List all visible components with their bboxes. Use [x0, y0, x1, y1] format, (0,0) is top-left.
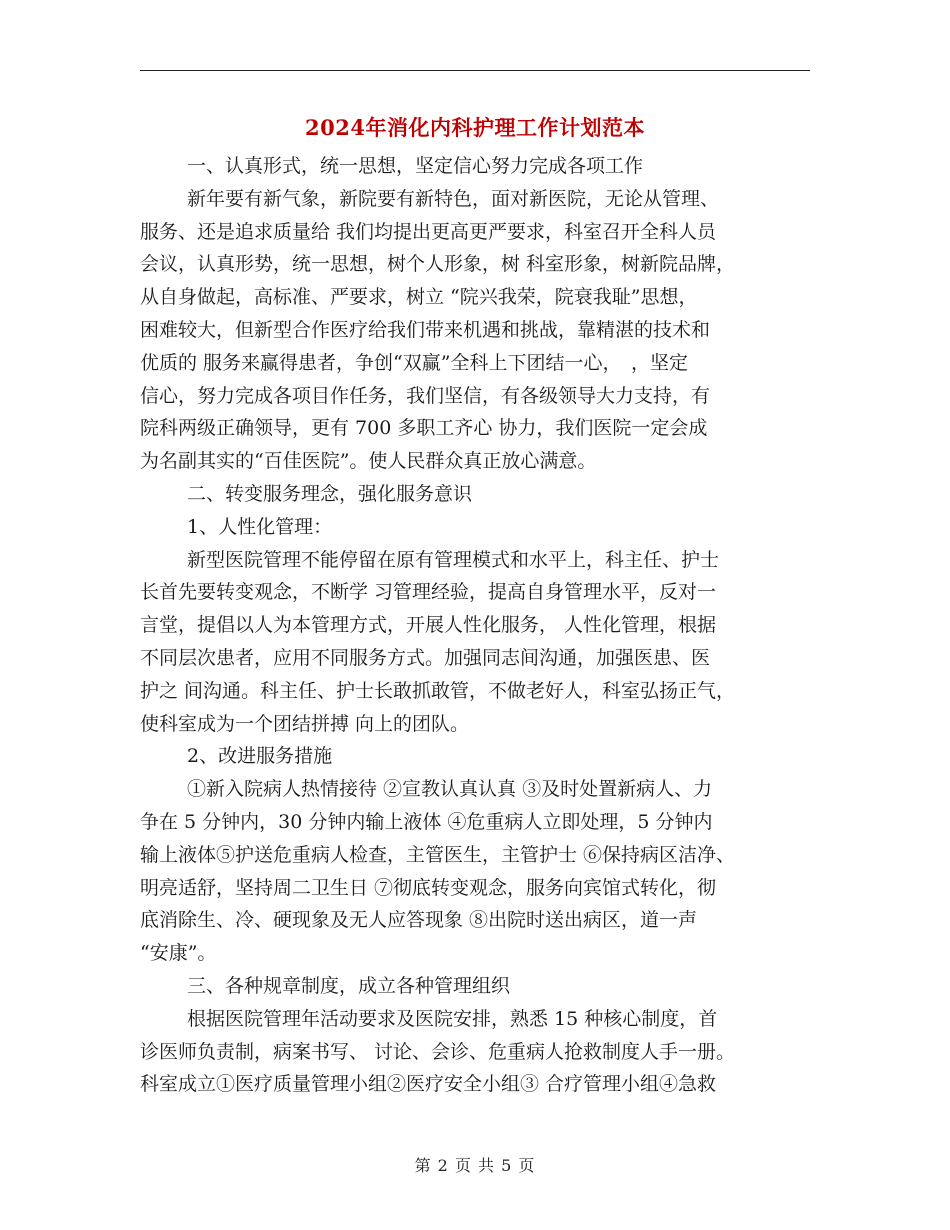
document-body — [140, 150, 820, 1101]
text-line: 三、各种规章制度，成立各种管理组织 — [187, 974, 511, 997]
text-line: 不同层次患者，应用不同服务方式。加强同志间沟通，加强医患、医 — [140, 646, 711, 669]
document-title: 2024年消化内科护理工作计划范本 — [305, 115, 645, 140]
text-line: 诊医师负责制，病案书写、 讨论、会诊、危重病人抢救制度人手一册。 — [140, 1040, 736, 1063]
text-line: 服务、还是追求质量给 我们均提出更高更严要求，科室召开全科人员 — [140, 220, 717, 243]
text-line: 信心，努力完成各项目作任务，我们坚信，有各级领导大力支持，有 — [140, 384, 711, 407]
text-line: “安康”。 — [140, 942, 217, 965]
text-line: 新年要有新气象，新院要有新特色，面对新医院，无论从管理、 — [187, 187, 720, 210]
text-line: 新型医院管理不能停留在原有管理模式和水平上，科主任、护士 — [187, 548, 720, 571]
text-line: 使科室成为一个团结拼搏 向上的团队。 — [140, 712, 470, 735]
text-line: 院科两级正确领导，更有 700 多职工齐心 协力，我们医院一定会成 — [140, 417, 708, 440]
text-line: 明亮适舒，坚持周二卫生日 ⑦彻底转变观念，服务向宾馆式转化，彻 — [140, 876, 717, 899]
text-line: 会议，认真形势，统一思想，树个人形象，树 科室形象，树新院品牌， — [140, 253, 736, 276]
text-line: 困难较大，但新型合作医疗给我们带来机遇和挑战，靠精湛的技术和 — [140, 318, 711, 341]
text-line: 2、改进服务措施 — [187, 745, 333, 768]
page-footer: 第 2 页 共 5 页 — [414, 1156, 536, 1175]
text-line: 二、转变服务理念，强化服务意识 — [187, 482, 473, 505]
text-line: 根据医院管理年活动要求及医院安排，熟悉 15 种核心制度，首 — [187, 1007, 718, 1030]
header-rule — [140, 70, 810, 71]
text-line: 争在 5 分钟内，30 分钟内输上液体 ④危重病人立即处理，5 分钟内 — [140, 810, 713, 833]
text-line: 底消除生、冷、硬现象及无人应答现象 ⑧出院时送出病区，道一声 — [140, 909, 698, 932]
text-line: 1、人性化管理： — [187, 515, 333, 538]
text-line: 优质的 服务来赢得患者，争创“双赢”全科上下团结一心， ，坚定 — [140, 351, 688, 374]
text-line: 一、认真形式，统一思想，坚定信心努力完成各项工作 — [187, 155, 644, 177]
text-line: 长首先要转变观念，不断学 习管理经验，提高自身管理水平，反对一 — [140, 581, 717, 604]
text-line: ①新入院病人热情接待 ②宣教认真认真 ③及时处置新病人、力 — [187, 778, 713, 801]
text-line: 从自身做起，高标准、严要求，树立 “院兴我荣，院衰我耻”思想， — [140, 286, 698, 309]
text-line: 为名副其实的“百佳医院”。使人民群众真正放心满意。 — [140, 450, 597, 473]
text-line: 输上液体⑤护送危重病人检查，主管医生，主管护士 ⑥保持病区洁净、 — [140, 843, 736, 866]
text-line: 护之 间沟通。科主任、护士长敢抓敢管，不做老好人，科室弘扬正气， — [140, 679, 736, 702]
text-line: 言堂，提倡以人为本管理方式，开展人性化服务， 人性化管理，根据 — [140, 614, 717, 637]
text-line: 科室成立①医疗质量管理小组②医疗安全小组③ 合疗管理小组④急救 — [140, 1073, 717, 1096]
